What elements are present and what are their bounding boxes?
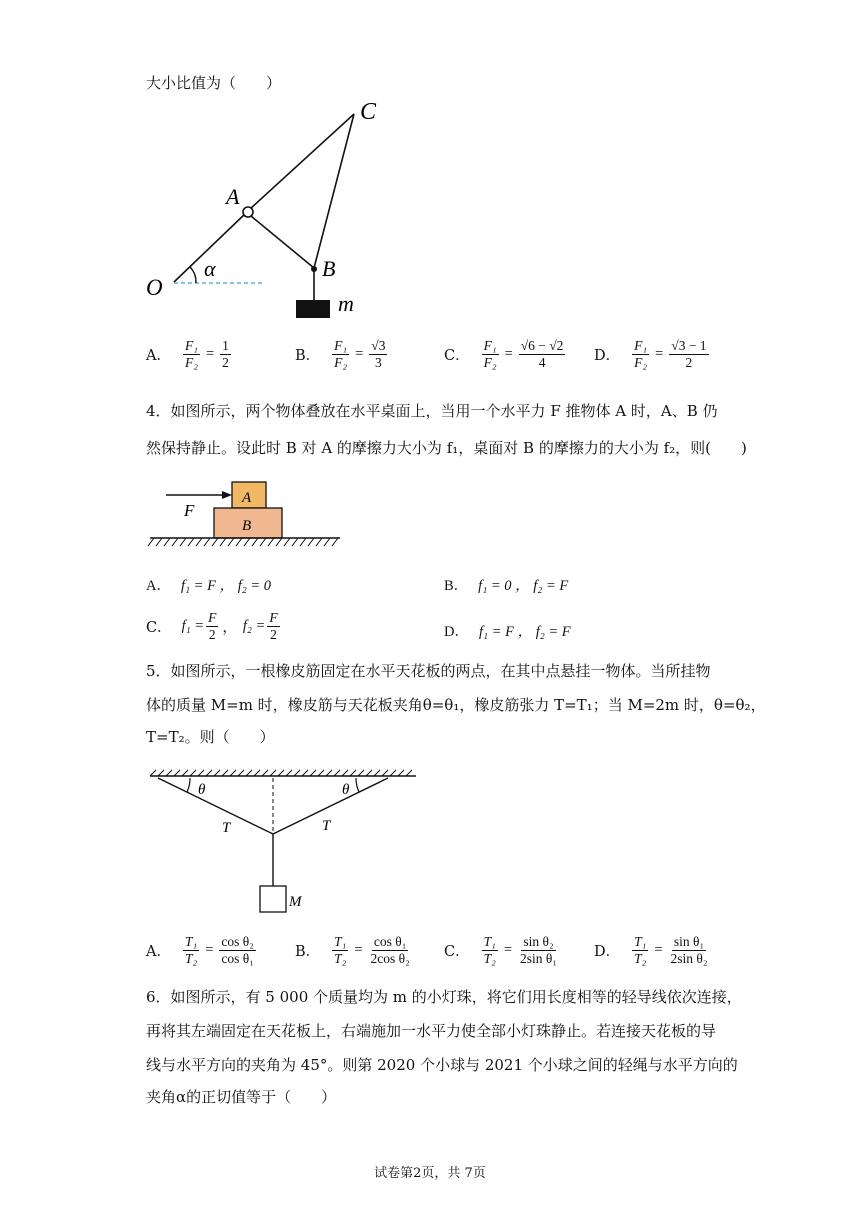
theta-arc-left bbox=[187, 778, 190, 792]
label-T-right: T bbox=[322, 818, 331, 834]
q3-option-c[interactable]: C． $\frac{\text{F₁}}{\text{F₂}}$ = $\frac{√6 - √2}{4}$ bbox=[444, 338, 564, 370]
label-theta-left: θ bbox=[198, 782, 206, 798]
q5-figure bbox=[146, 766, 426, 918]
label-F: F bbox=[184, 501, 195, 520]
q4-stem-line1: 4．如图所示，两个物体叠放在水平桌面上，当用一个水平力 F 推物体 A 时，A、B 仍 bbox=[146, 402, 718, 420]
label-M: M bbox=[289, 894, 302, 910]
q6-stem-line1: 6．如图所示，有 5 000 个质量均为 m 的小灯珠，将它们用长度相等的轻导线依次连接， bbox=[146, 988, 742, 1006]
q4-option-c[interactable]: C． f₁ = $\frac{F}{2}$ ， f₂ = $\frac{F}{2}$ bbox=[146, 610, 278, 642]
hinge-A bbox=[243, 207, 253, 217]
alpha-arc bbox=[190, 267, 196, 283]
q5-stem-line2: 体的质量 M=m 时，橡皮筋与天花板夹角θ=θ₁，橡皮筋张力 T=T₁；当 M=2m 时，θ=θ₂， bbox=[146, 696, 766, 714]
label-B: B bbox=[322, 256, 336, 281]
q5-option-a[interactable]: A． $\frac{\text{T₁}}{\text{T₂}}$ = $\frac{\text{cos θ₂}}{\text{cos θ₁}}$ bbox=[146, 934, 254, 966]
q3-stem-tail: 大小比值为（ ） bbox=[146, 74, 282, 92]
label-C: C bbox=[360, 99, 377, 125]
q5-option-c[interactable]: C． $\frac{\text{T₁}}{\text{T₂}}$ = $\frac{\text{sin θ₂}}{\text{2sin θ₁}}$ bbox=[444, 934, 558, 966]
q4-option-d[interactable]: D． f₁ = F ， f₂ = F bbox=[444, 624, 571, 640]
q5-option-b[interactable]: B． $\frac{\text{T₁}}{\text{T₂}}$ = $\frac{\text{cos θ₁}}{\text{2cos θ₂}}$ bbox=[295, 934, 410, 966]
q5-stem-line1: 5．如图所示，一根橡皮筋固定在水平天花板的两点，在其中点悬挂一物体。当所挂物 bbox=[146, 662, 711, 680]
force-arrow-head bbox=[222, 491, 232, 499]
rod-AB bbox=[251, 216, 314, 268]
q6-stem-line3: 线与水平方向的夹角为 45°。则第 2020 个小球与 2021 个小球之间的轻绳与水平方向的 bbox=[146, 1056, 738, 1074]
q6-stem-line4: 夹角α的正切值等于（ ） bbox=[146, 1088, 337, 1106]
table-hatching bbox=[148, 538, 338, 546]
q5-stem-line3: T=T₂。则（ ） bbox=[146, 728, 275, 746]
q4-option-a[interactable]: A． f₁ = F ， f₂ = 0 bbox=[146, 578, 272, 594]
q3-figure bbox=[140, 92, 400, 332]
page-footer: 试卷第2页，共 7页 bbox=[374, 1166, 486, 1181]
q3-option-b[interactable]: B． $\frac{\text{F₁}}{\text{F₂}}$ = $\frac{√3}{3}$ bbox=[295, 338, 386, 370]
label-theta-right: θ bbox=[342, 782, 350, 798]
mass-box bbox=[260, 886, 286, 912]
rod-CB bbox=[314, 114, 354, 268]
label-A: A bbox=[226, 184, 240, 209]
q6-stem-line2: 再将其左端固定在天花板上，右端施加一水平力使全部小灯珠静止。若连接天花板的导 bbox=[146, 1022, 717, 1040]
label-m: m bbox=[338, 291, 354, 316]
theta-arc-right bbox=[356, 778, 359, 792]
ceiling-hatching bbox=[150, 770, 412, 776]
mass-block bbox=[296, 300, 330, 318]
q4-option-b[interactable]: B． f₁ = 0 ， f₂ = F bbox=[444, 578, 569, 594]
rod-AC bbox=[250, 114, 354, 209]
q3-option-d[interactable]: D． $\frac{\text{F₁}}{\text{F₂}}$ = $\frac{√3 - 1}{2}$ bbox=[594, 338, 707, 370]
q4-figure bbox=[144, 474, 354, 554]
label-T-left: T bbox=[222, 820, 231, 836]
band-left bbox=[158, 778, 273, 834]
q3-option-a[interactable]: A． $\frac{\text{F₁}}{\text{F₂}}$ = $\frac{1}{2}$ bbox=[146, 338, 229, 370]
label-alpha: α bbox=[204, 256, 216, 281]
label-B: B bbox=[242, 518, 252, 534]
band-right bbox=[273, 778, 388, 834]
label-A: A bbox=[242, 490, 252, 506]
label-O: O bbox=[146, 275, 163, 300]
q4-stem-line2: 然保持静止。设此时 B 对 A 的摩擦力大小为 f₁，桌面对 B 的摩擦力的大小为 f₂，则( ) bbox=[146, 439, 747, 457]
q5-option-d[interactable]: D． $\frac{\text{T₁}}{\text{T₂}}$ = $\frac{\text{sin θ₁}}{\text{2sin θ₂}}$ bbox=[594, 934, 708, 966]
